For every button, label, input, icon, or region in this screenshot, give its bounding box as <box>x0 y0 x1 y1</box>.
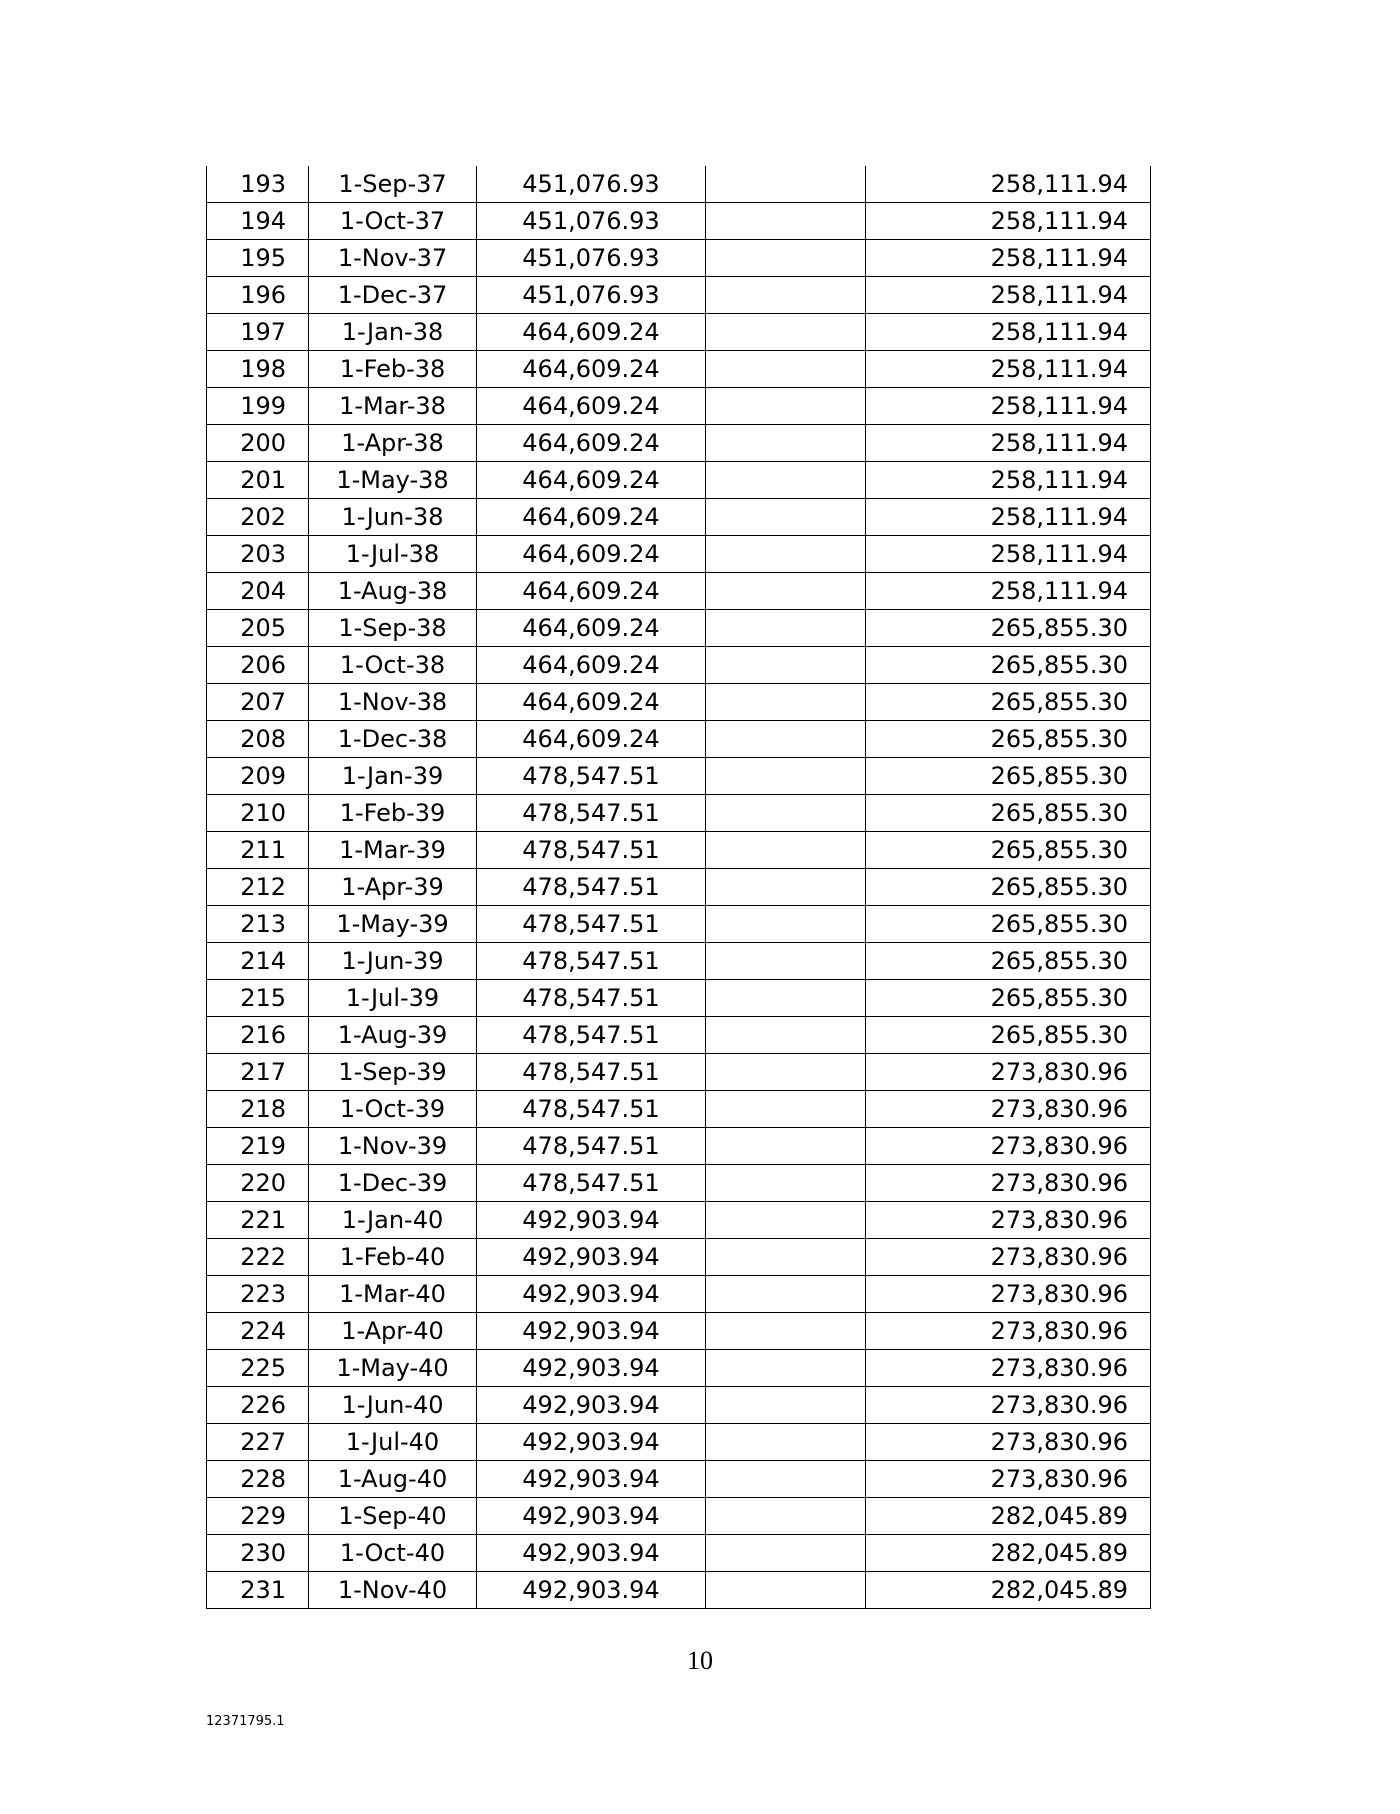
empty-cell <box>706 795 866 832</box>
table-row <box>207 1202 1151 1239</box>
payment-date-cell: 1-Nov-37 <box>309 240 477 277</box>
table-row <box>207 573 1151 610</box>
empty-cell <box>706 1498 866 1535</box>
amount-cell: 492,903.94 <box>477 1461 706 1498</box>
balance-cell: 282,045.89 <box>866 1498 1151 1535</box>
payment-number-cell: 200 <box>207 425 309 462</box>
table-row <box>207 351 1151 388</box>
payment-date-cell: 1-Dec-38 <box>309 721 477 758</box>
table-row <box>207 1091 1151 1128</box>
balance-cell: 258,111.94 <box>866 240 1151 277</box>
balance-cell: 265,855.30 <box>866 980 1151 1017</box>
table-row <box>207 425 1151 462</box>
payment-date-cell: 1-Oct-37 <box>309 203 477 240</box>
balance-cell: 282,045.89 <box>866 1572 1151 1609</box>
payment-number-cell: 206 <box>207 647 309 684</box>
payment-number-cell: 212 <box>207 869 309 906</box>
amount-cell: 464,609.24 <box>477 388 706 425</box>
table-row <box>207 1128 1151 1165</box>
payment-date-cell: 1-Sep-37 <box>309 166 477 203</box>
empty-cell <box>706 203 866 240</box>
payment-number-cell: 199 <box>207 388 309 425</box>
payment-date-cell: 1-Mar-40 <box>309 1276 477 1313</box>
payment-number-cell: 203 <box>207 536 309 573</box>
payment-number-cell: 230 <box>207 1535 309 1572</box>
page-number: 10 <box>687 1646 713 1675</box>
balance-cell: 273,830.96 <box>866 1461 1151 1498</box>
payment-number-cell: 229 <box>207 1498 309 1535</box>
payment-date-cell: 1-Sep-40 <box>309 1498 477 1535</box>
payment-number-cell: 194 <box>207 203 309 240</box>
payment-number-cell: 210 <box>207 795 309 832</box>
table-row <box>207 462 1151 499</box>
payment-number-cell: 227 <box>207 1424 309 1461</box>
amount-cell: 451,076.93 <box>477 203 706 240</box>
payment-number-cell: 215 <box>207 980 309 1017</box>
balance-cell: 265,855.30 <box>866 758 1151 795</box>
table-row <box>207 536 1151 573</box>
payment-date-cell: 1-Jan-40 <box>309 1202 477 1239</box>
empty-cell <box>706 1572 866 1609</box>
payment-date-cell: 1-Apr-38 <box>309 425 477 462</box>
balance-cell: 258,111.94 <box>866 203 1151 240</box>
table-row <box>207 647 1151 684</box>
payment-number-cell: 225 <box>207 1350 309 1387</box>
payment-number-cell: 197 <box>207 314 309 351</box>
amount-cell: 478,547.51 <box>477 1165 706 1202</box>
payment-number-cell: 218 <box>207 1091 309 1128</box>
payment-date-cell: 1-Jul-38 <box>309 536 477 573</box>
amount-cell: 464,609.24 <box>477 721 706 758</box>
balance-cell: 273,830.96 <box>866 1128 1151 1165</box>
empty-cell <box>706 1387 866 1424</box>
balance-cell: 273,830.96 <box>866 1202 1151 1239</box>
empty-cell <box>706 573 866 610</box>
amount-cell: 464,609.24 <box>477 499 706 536</box>
table-row <box>207 721 1151 758</box>
amount-cell: 492,903.94 <box>477 1387 706 1424</box>
empty-cell <box>706 610 866 647</box>
table-row <box>207 610 1151 647</box>
payment-date-cell: 1-Jun-39 <box>309 943 477 980</box>
amount-cell: 478,547.51 <box>477 980 706 1017</box>
amount-cell: 492,903.94 <box>477 1572 706 1609</box>
payment-date-cell: 1-Feb-38 <box>309 351 477 388</box>
balance-cell: 273,830.96 <box>866 1387 1151 1424</box>
balance-cell: 265,855.30 <box>866 610 1151 647</box>
table-row <box>207 684 1151 721</box>
balance-cell: 258,111.94 <box>866 462 1151 499</box>
empty-cell <box>706 1128 866 1165</box>
amount-cell: 464,609.24 <box>477 314 706 351</box>
empty-cell <box>706 1202 866 1239</box>
amount-cell: 464,609.24 <box>477 684 706 721</box>
amount-cell: 478,547.51 <box>477 832 706 869</box>
empty-cell <box>706 1165 866 1202</box>
empty-cell <box>706 277 866 314</box>
document-id: 12371795.1 <box>206 1714 285 1729</box>
amount-cell: 478,547.51 <box>477 906 706 943</box>
payment-date-cell: 1-Aug-38 <box>309 573 477 610</box>
amount-cell: 478,547.51 <box>477 1128 706 1165</box>
payment-date-cell: 1-Dec-37 <box>309 277 477 314</box>
amount-cell: 492,903.94 <box>477 1424 706 1461</box>
amount-cell: 492,903.94 <box>477 1276 706 1313</box>
payment-number-cell: 228 <box>207 1461 309 1498</box>
payment-number-cell: 231 <box>207 1572 309 1609</box>
payment-date-cell: 1-Nov-38 <box>309 684 477 721</box>
amount-cell: 492,903.94 <box>477 1350 706 1387</box>
payment-number-cell: 204 <box>207 573 309 610</box>
table-row <box>207 277 1151 314</box>
table-row <box>207 1498 1151 1535</box>
payment-date-cell: 1-Jul-40 <box>309 1424 477 1461</box>
amount-cell: 451,076.93 <box>477 166 706 203</box>
table-row <box>207 314 1151 351</box>
payment-number-cell: 219 <box>207 1128 309 1165</box>
empty-cell <box>706 1054 866 1091</box>
payment-number-cell: 207 <box>207 684 309 721</box>
payment-date-cell: 1-Jun-40 <box>309 1387 477 1424</box>
payment-number-cell: 201 <box>207 462 309 499</box>
table-body <box>207 166 1151 1609</box>
table-row <box>207 758 1151 795</box>
amount-cell: 492,903.94 <box>477 1202 706 1239</box>
payment-date-cell: 1-Nov-40 <box>309 1572 477 1609</box>
amount-cell: 492,903.94 <box>477 1498 706 1535</box>
balance-cell: 258,111.94 <box>866 499 1151 536</box>
balance-cell: 273,830.96 <box>866 1424 1151 1461</box>
payment-number-cell: 213 <box>207 906 309 943</box>
empty-cell <box>706 166 866 203</box>
balance-cell: 258,111.94 <box>866 277 1151 314</box>
payment-number-cell: 222 <box>207 1239 309 1276</box>
balance-cell: 258,111.94 <box>866 536 1151 573</box>
amount-cell: 464,609.24 <box>477 425 706 462</box>
payment-date-cell: 1-Sep-39 <box>309 1054 477 1091</box>
balance-cell: 258,111.94 <box>866 314 1151 351</box>
empty-cell <box>706 462 866 499</box>
balance-cell: 258,111.94 <box>866 425 1151 462</box>
empty-cell <box>706 980 866 1017</box>
table-row <box>207 499 1151 536</box>
payment-number-cell: 224 <box>207 1313 309 1350</box>
empty-cell <box>706 684 866 721</box>
empty-cell <box>706 1535 866 1572</box>
empty-cell <box>706 906 866 943</box>
empty-cell <box>706 721 866 758</box>
empty-cell <box>706 758 866 795</box>
payment-date-cell: 1-Nov-39 <box>309 1128 477 1165</box>
balance-cell: 258,111.94 <box>866 166 1151 203</box>
amount-cell: 464,609.24 <box>477 536 706 573</box>
balance-cell: 273,830.96 <box>866 1239 1151 1276</box>
table-row <box>207 166 1151 203</box>
amount-cell: 478,547.51 <box>477 1091 706 1128</box>
payment-date-cell: 1-Mar-38 <box>309 388 477 425</box>
balance-cell: 273,830.96 <box>866 1091 1151 1128</box>
payment-date-cell: 1-Feb-40 <box>309 1239 477 1276</box>
balance-cell: 282,045.89 <box>866 1535 1151 1572</box>
amount-cell: 478,547.51 <box>477 795 706 832</box>
payment-date-cell: 1-Dec-39 <box>309 1165 477 1202</box>
payment-date-cell: 1-Jan-38 <box>309 314 477 351</box>
table-row <box>207 203 1151 240</box>
payment-number-cell: 193 <box>207 166 309 203</box>
empty-cell <box>706 1461 866 1498</box>
payment-number-cell: 196 <box>207 277 309 314</box>
amount-cell: 478,547.51 <box>477 943 706 980</box>
table-row <box>207 1535 1151 1572</box>
amount-cell: 492,903.94 <box>477 1239 706 1276</box>
amount-cell: 464,609.24 <box>477 573 706 610</box>
amount-cell: 464,609.24 <box>477 351 706 388</box>
table-row <box>207 1424 1151 1461</box>
amount-cell: 492,903.94 <box>477 1535 706 1572</box>
amount-cell: 492,903.94 <box>477 1313 706 1350</box>
payment-number-cell: 226 <box>207 1387 309 1424</box>
table-row <box>207 795 1151 832</box>
empty-cell <box>706 388 866 425</box>
empty-cell <box>706 425 866 462</box>
table-row <box>207 1387 1151 1424</box>
payment-number-cell: 205 <box>207 610 309 647</box>
table-row <box>207 1572 1151 1609</box>
amount-cell: 464,609.24 <box>477 462 706 499</box>
payment-schedule-table <box>206 166 1151 1609</box>
balance-cell: 265,855.30 <box>866 869 1151 906</box>
amount-cell: 464,609.24 <box>477 610 706 647</box>
balance-cell: 258,111.94 <box>866 388 1151 425</box>
table-row <box>207 869 1151 906</box>
payment-number-cell: 223 <box>207 1276 309 1313</box>
empty-cell <box>706 1350 866 1387</box>
empty-cell <box>706 832 866 869</box>
table-row <box>207 832 1151 869</box>
payment-date-cell: 1-May-38 <box>309 462 477 499</box>
balance-cell: 265,855.30 <box>866 832 1151 869</box>
balance-cell: 265,855.30 <box>866 795 1151 832</box>
empty-cell <box>706 1424 866 1461</box>
payment-number-cell: 208 <box>207 721 309 758</box>
payment-date-cell: 1-Oct-39 <box>309 1091 477 1128</box>
empty-cell <box>706 240 866 277</box>
amount-cell: 478,547.51 <box>477 1054 706 1091</box>
payment-date-cell: 1-Feb-39 <box>309 795 477 832</box>
payment-date-cell: 1-Sep-38 <box>309 610 477 647</box>
amount-cell: 464,609.24 <box>477 647 706 684</box>
payment-number-cell: 202 <box>207 499 309 536</box>
table-row <box>207 1276 1151 1313</box>
balance-cell: 258,111.94 <box>866 351 1151 388</box>
empty-cell <box>706 869 866 906</box>
amount-cell: 478,547.51 <box>477 758 706 795</box>
table-row <box>207 240 1151 277</box>
balance-cell: 273,830.96 <box>866 1276 1151 1313</box>
payment-number-cell: 209 <box>207 758 309 795</box>
payment-date-cell: 1-Mar-39 <box>309 832 477 869</box>
payment-date-cell: 1-May-40 <box>309 1350 477 1387</box>
table-row <box>207 1017 1151 1054</box>
empty-cell <box>706 1313 866 1350</box>
balance-cell: 273,830.96 <box>866 1165 1151 1202</box>
payment-date-cell: 1-Jul-39 <box>309 980 477 1017</box>
table-row <box>207 1350 1151 1387</box>
empty-cell <box>706 1091 866 1128</box>
payment-number-cell: 220 <box>207 1165 309 1202</box>
payment-number-cell: 198 <box>207 351 309 388</box>
table-row <box>207 980 1151 1017</box>
payment-number-cell: 211 <box>207 832 309 869</box>
payment-date-cell: 1-Apr-40 <box>309 1313 477 1350</box>
balance-cell: 265,855.30 <box>866 721 1151 758</box>
payment-number-cell: 214 <box>207 943 309 980</box>
payment-date-cell: 1-Apr-39 <box>309 869 477 906</box>
balance-cell: 265,855.30 <box>866 647 1151 684</box>
table-row <box>207 1313 1151 1350</box>
payment-date-cell: 1-Jan-39 <box>309 758 477 795</box>
table-row <box>207 906 1151 943</box>
balance-cell: 265,855.30 <box>866 684 1151 721</box>
payment-number-cell: 195 <box>207 240 309 277</box>
payment-date-cell: 1-Oct-40 <box>309 1535 477 1572</box>
payment-date-cell: 1-Aug-40 <box>309 1461 477 1498</box>
empty-cell <box>706 1276 866 1313</box>
balance-cell: 265,855.30 <box>866 943 1151 980</box>
empty-cell <box>706 314 866 351</box>
empty-cell <box>706 499 866 536</box>
table-row <box>207 1461 1151 1498</box>
empty-cell <box>706 647 866 684</box>
table-row <box>207 1054 1151 1091</box>
amount-cell: 478,547.51 <box>477 869 706 906</box>
table-row <box>207 943 1151 980</box>
amount-cell: 478,547.51 <box>477 1017 706 1054</box>
balance-cell: 258,111.94 <box>866 573 1151 610</box>
balance-cell: 273,830.96 <box>866 1350 1151 1387</box>
table-row <box>207 388 1151 425</box>
table-row <box>207 1165 1151 1202</box>
empty-cell <box>706 1239 866 1276</box>
payment-number-cell: 217 <box>207 1054 309 1091</box>
payment-number-cell: 216 <box>207 1017 309 1054</box>
empty-cell <box>706 943 866 980</box>
balance-cell: 273,830.96 <box>866 1313 1151 1350</box>
payment-date-cell: 1-May-39 <box>309 906 477 943</box>
payment-date-cell: 1-Aug-39 <box>309 1017 477 1054</box>
payment-date-cell: 1-Oct-38 <box>309 647 477 684</box>
amount-cell: 451,076.93 <box>477 277 706 314</box>
balance-cell: 265,855.30 <box>866 906 1151 943</box>
balance-cell: 265,855.30 <box>866 1017 1151 1054</box>
payment-date-cell: 1-Jun-38 <box>309 499 477 536</box>
payment-number-cell: 221 <box>207 1202 309 1239</box>
table-row <box>207 1239 1151 1276</box>
empty-cell <box>706 1017 866 1054</box>
empty-cell <box>706 536 866 573</box>
empty-cell <box>706 351 866 388</box>
balance-cell: 273,830.96 <box>866 1054 1151 1091</box>
amount-cell: 451,076.93 <box>477 240 706 277</box>
